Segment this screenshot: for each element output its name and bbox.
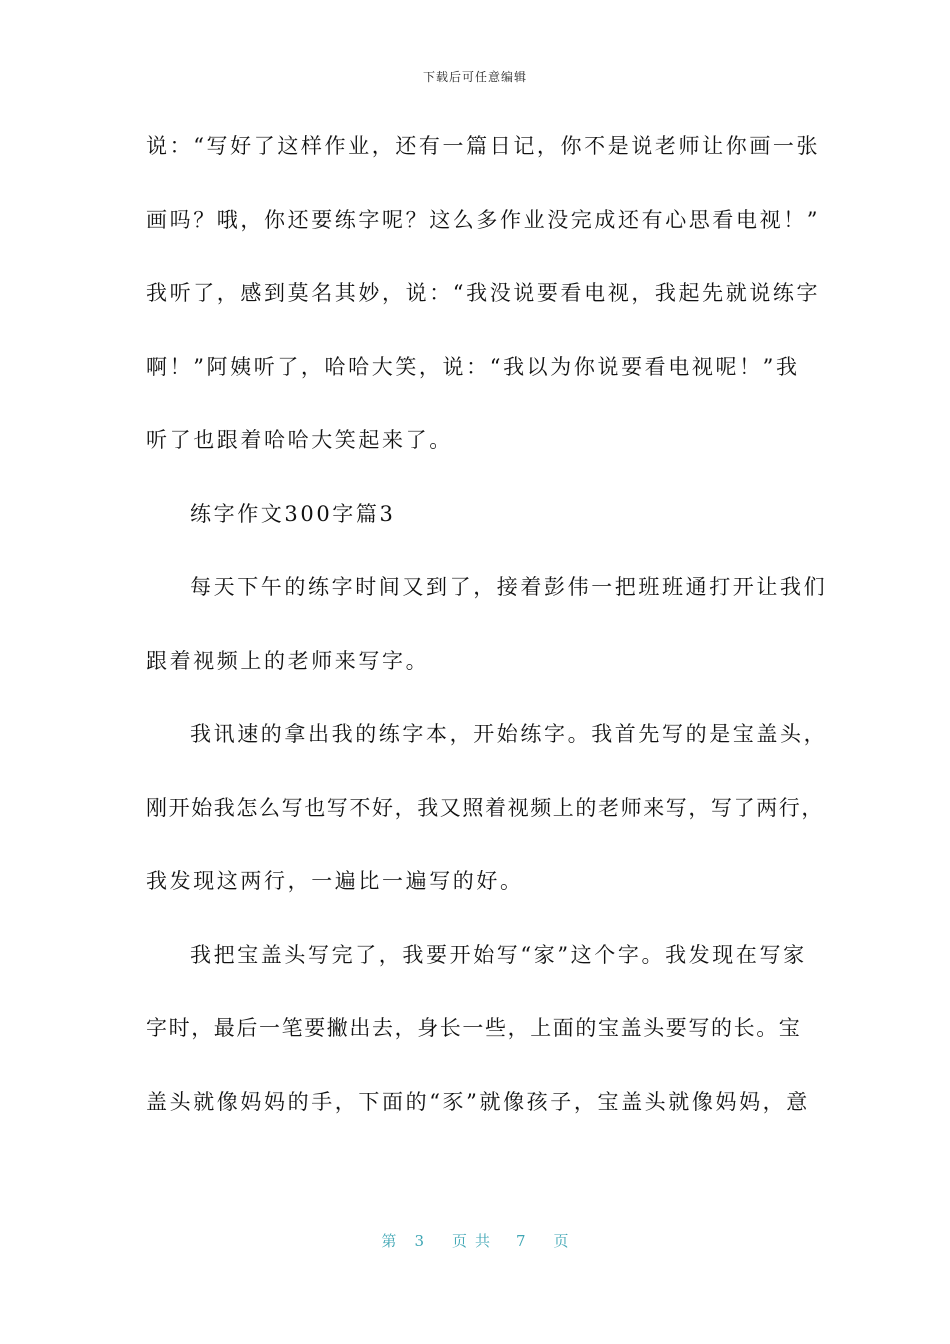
- text-line: 我讯速的拿出我的练字本，开始练字。我首先写的是宝盖头，: [190, 722, 828, 746]
- text-line: 画吗？哦，你还要练字呢？这么多作业没完成还有心思看电视！”: [146, 207, 821, 232]
- text-line: 每天下午的练字时间又到了，接着彭伟一把班班通打开让我们: [190, 575, 828, 599]
- page-header: 下载后可任意编辑: [422, 70, 527, 84]
- text-line: 字时，最后一笔要撇出去，身长一些，上面的宝盖头要写的长。宝: [146, 1016, 802, 1040]
- page-footer: [0, 1230, 950, 1251]
- section-heading: 练字作文300字篇3: [190, 501, 396, 526]
- document-body: [146, 126, 828, 1155]
- current-page-number: 3: [414, 1232, 424, 1250]
- text-line: 我听了，感到莫名其妙，说：“我没说要看电视，我起先就说练字: [146, 281, 821, 305]
- total-pages-number: 7: [516, 1232, 526, 1250]
- text-line: 我发现这两行，一遍比一遍写的好。: [146, 869, 524, 893]
- text-line: 我把宝盖头写完了，我要开始写“家”这个字。我发现在写家: [190, 942, 807, 967]
- page-label-suffix: 页: [553, 1232, 569, 1250]
- text-line: 跟着视频上的老师来写字。: [146, 648, 430, 673]
- page-label-mid: 页共: [451, 1232, 498, 1250]
- text-line: 啊！”阿姨听了，哈哈大笑，说：“我以为你说要看电视呢！”我: [146, 354, 800, 379]
- text-line: 刚开始我怎么写也写不好，我又照着视频上的老师来写，写了两行，: [146, 795, 824, 820]
- text-line: 听了也跟着哈哈大笑起来了。: [146, 428, 453, 452]
- text-line: 说：“写好了这样作业，还有一篇日记，你不是说老师让你画一张: [146, 134, 821, 158]
- page-label-prefix: 第: [381, 1232, 397, 1250]
- text-line: 盖头就像妈妈的手，下面的“豕”就像孩子，宝盖头就像妈妈，意: [146, 1089, 810, 1114]
